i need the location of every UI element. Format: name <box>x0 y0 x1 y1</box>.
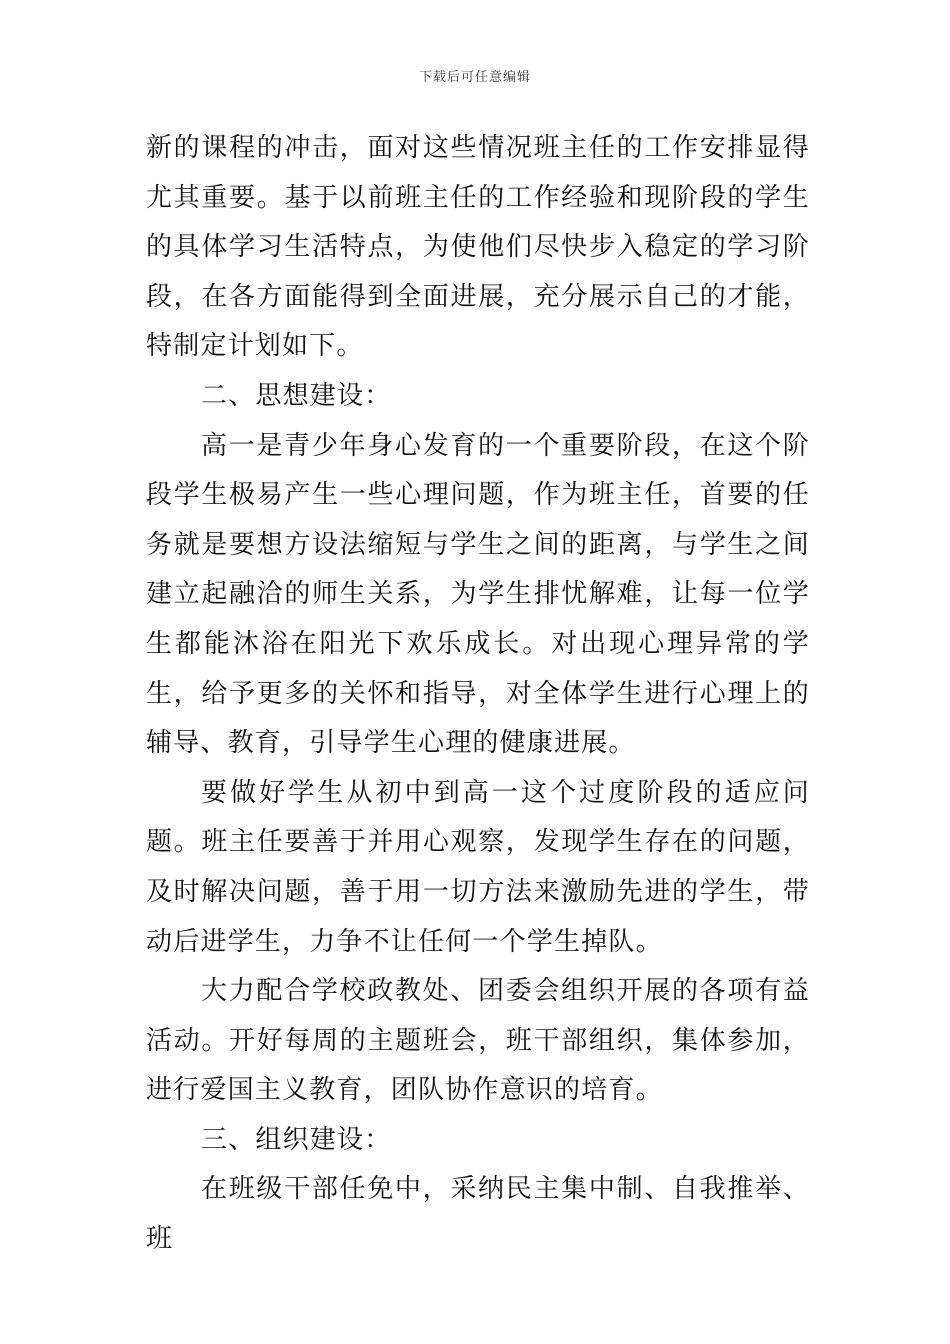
document-body <box>146 124 810 1265</box>
paragraph-ideology-2: 要做好学生从初中到高一这个过度阶段的适应问题。班主任要善于并用心观察，发现学生存在的问题，及时解决问题，善于用一切方法来激励先进的学生，带动后进学生，力争不让任何一个学生掉队。 <box>146 777 810 957</box>
paragraph-organization-1: 在班级干部任免中，采纳民主集中制、自我推举、班 <box>146 1174 810 1255</box>
section-heading-organization: 三、组织建设： <box>201 1124 392 1155</box>
page-header-note: 下载后可任意编辑 <box>418 70 531 85</box>
section-heading-ideology: 二、思想建设： <box>201 380 392 411</box>
paragraph-continuation: 新的课程的冲击，面对这些情况班主任的工作安排显得尤其重要。基于以前班主任的工作经验和现阶段的学生的具体学习生活特点，为使他们尽快步入稳定的学习阶段，在各方面能得到全面进展，充分展示自己的才能，特制定计划如下。 <box>146 133 810 362</box>
paragraph-ideology-3: 大力配合学校政教处、团委会组织开展的各项有益活动。开好每周的主题班会，班干部组织，集体参加，进行爱国主义教育，团队协作意识的培育。 <box>146 976 810 1106</box>
paragraph-ideology-1: 高一是青少年身心发育的一个重要阶段，在这个阶段学生极易产生一些心理问题，作为班主任，首要的任务就是要想方设法缩短与学生之间的距离，与学生之间建立起融洽的师生关系，为学生排忧解难，让每一位学生都能沐浴在阳光下欢乐成长。对出现心理异常的学生，给予更多的关怀和指导，对全体学生进行心理上的辅导、教育，引导学生心理的健康进展。 <box>146 430 810 759</box>
